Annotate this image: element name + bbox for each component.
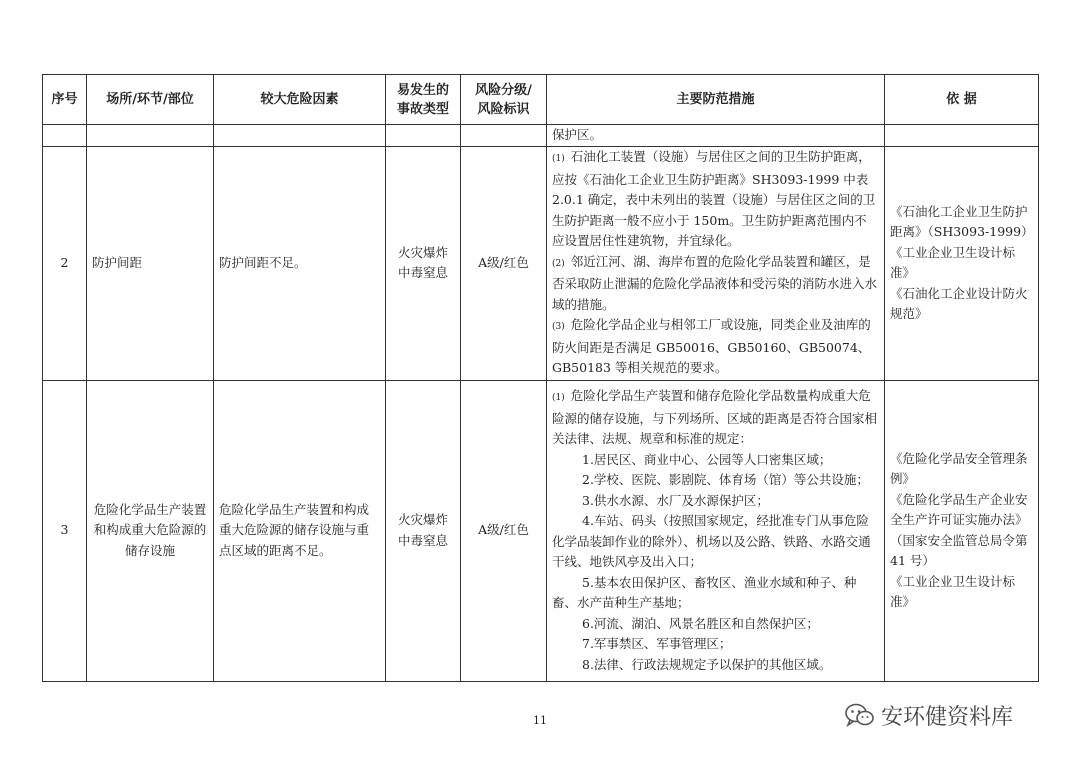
basis-item: 《危险化学品安全管理条例》 [890, 450, 1028, 486]
header-row [43, 75, 1039, 125]
measure-item: (2) 邻近江河、湖、海岸布置的危险化学品装置和罐区，是否采取防止泄漏的危险化学品液体和受污染的消防水进入水域的措施。 [552, 253, 878, 312]
list-item: 5.基本农田保护区、畜牧区、渔业水域和种子、种畜、水产苗种生产基地； [552, 574, 857, 610]
table-row-continuation [43, 125, 1039, 147]
table-row [43, 380, 1039, 681]
row-no: 3 [43, 380, 87, 681]
list-item: 2.学校、医院、影剧院、体育场（馆）等公共设施； [582, 472, 869, 487]
row-basis [885, 380, 1039, 681]
watermark-text: 安环健资料库 [881, 705, 1014, 730]
header-level: 风险分级/风险标识 [461, 75, 547, 125]
list-item: 6.河流、湖泊、风景名胜区和自然保护区； [582, 615, 819, 631]
list-item: 7.军事禁区、军事管理区； [582, 636, 732, 651]
row-accident: 火灾爆炸中毒窒息 [386, 380, 461, 681]
measure-item: (1) 石油化工装置（设施）与居住区之间的卫生防护距离，应按《石油化工企业卫生防护距离》SH3093-1999 中表 2.0.1 确定，表中未列出的装置（设施）与居住区之间的卫生防护距离一般不应小于 150m。卫生防护距离范围内不应设置居住性建筑物，并宜绿化。 [552, 149, 876, 249]
row-place: 防护间距 [87, 146, 214, 380]
row-factor: 危险化学品生产装置和构成重大危险源的储存设施与重点区域的距离不足。 [214, 380, 386, 681]
risk-table [42, 74, 1039, 682]
watermark [845, 700, 1013, 731]
row-measures [547, 146, 885, 380]
list-item: 8.法律、行政法规规定予以保护的其他区域。 [582, 656, 832, 672]
header-accident: 易发生的事故类型 [386, 75, 461, 125]
header-factor: 较大危险因素 [214, 75, 386, 125]
measure-continuation: 保护区。 [547, 125, 885, 147]
header-basis: 依 据 [885, 75, 1039, 125]
basis-item: 《工业企业卫生设计标准》 [890, 573, 1016, 609]
basis-item: 《石油化工企业卫生防护距离》（SH3093-1999） [890, 203, 1034, 239]
table-row [43, 146, 1039, 380]
list-item: 3.供水水源、水厂及水源保护区； [582, 492, 769, 508]
row-factor: 防护间距不足。 [214, 146, 386, 380]
header-no: 序号 [43, 75, 87, 125]
page-number: 11 [533, 714, 547, 727]
basis-item: 《石油化工企业设计防火规范》 [890, 285, 1028, 321]
basis-item: 《危险化学品生产企业安全生产许可证实施办法》（国家安全监管总局令第 41 号） [890, 491, 1028, 568]
measure-item: (1) 危险化学品生产装置和储存危险化学品数量构成重大危险源的储存设施，与下列场所、区域的距离是否符合国家相关法律、法规、规章和标准的规定： [552, 388, 878, 446]
row-level: A级/红色 [461, 380, 547, 681]
basis-item: 《工业企业卫生设计标准》 [890, 244, 1016, 280]
row-place: 危险化学品生产装置和构成重大危险源的储存设施 [87, 380, 214, 681]
header-measures: 主要防范措施 [547, 75, 885, 125]
header-place: 场所/环节/部位 [87, 75, 214, 125]
row-measures [547, 380, 885, 681]
list-item: 1.居民区、商业中心、公园等人口密集区域； [582, 451, 832, 467]
row-no: 2 [43, 146, 87, 380]
measure-item: (3) 危险化学品企业与相邻工厂或设施，同类企业及油库的防火间距是否满足 GB50016、GB50160、GB50074、GB50183 等相关规范的要求。 [552, 317, 871, 376]
row-accident: 火灾爆炸中毒窒息 [386, 146, 461, 380]
wechat-icon [845, 703, 875, 729]
list-item: 4.车站、码头（按照国家规定，经批准专门从事危险化学品装卸作业的除外）、机场以及公路、铁路、水路交通干线、地铁风亭及出入口； [552, 513, 871, 569]
row-basis [885, 146, 1039, 380]
row-level: A级/红色 [461, 146, 547, 380]
